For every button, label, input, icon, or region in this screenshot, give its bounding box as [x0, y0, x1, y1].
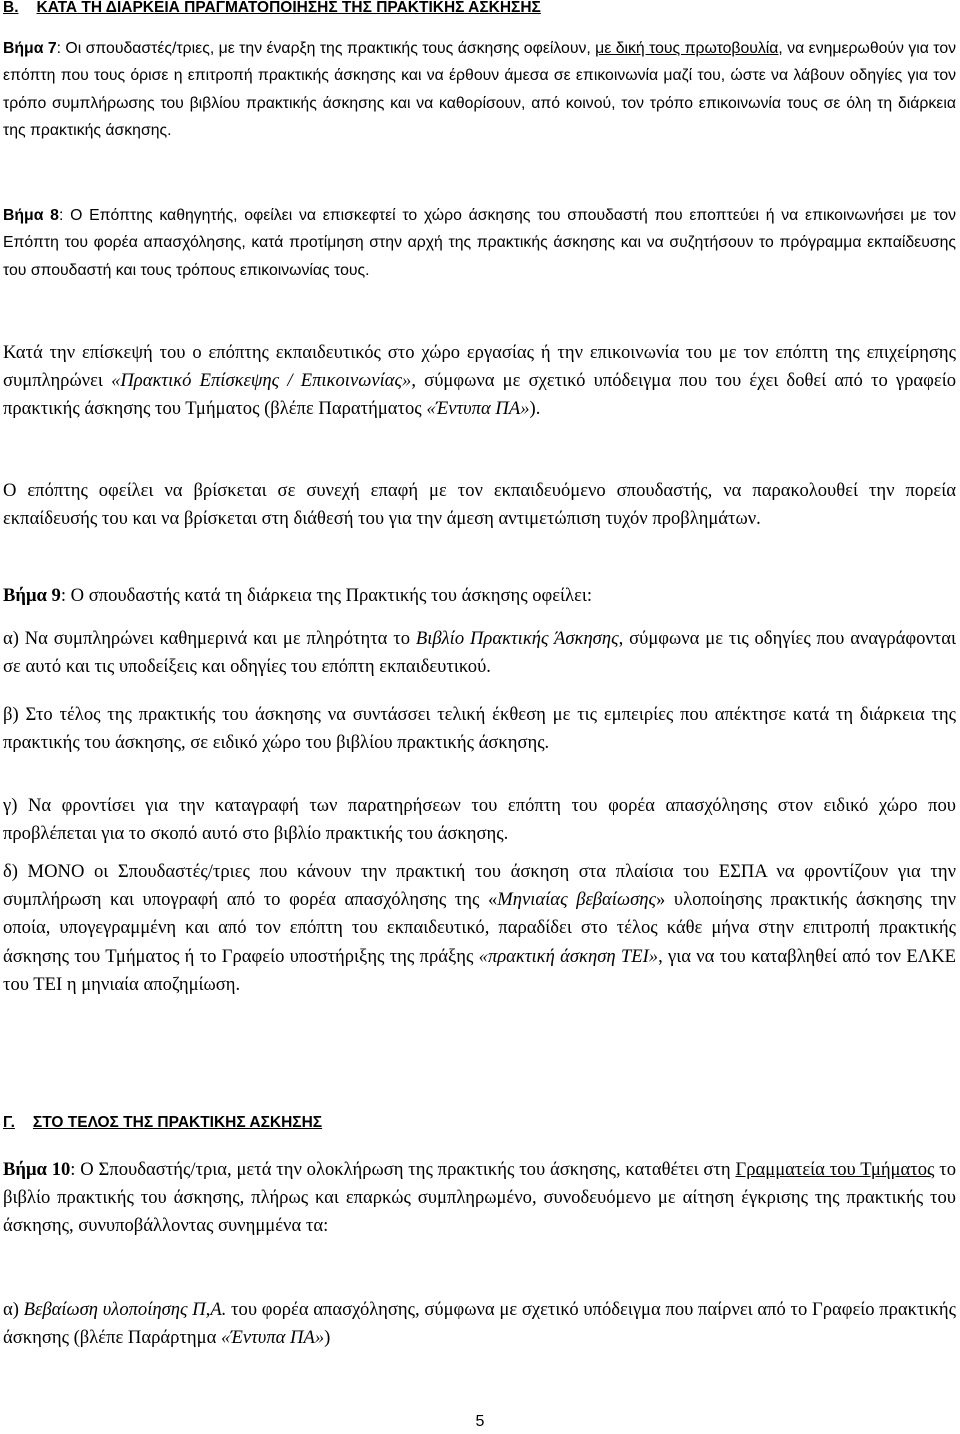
item-a-text-continued: , σύμφωνα με τις οδηγίες που αναγράφονται σε αυτό και τις υποδείξεις και οδηγίες του επόπτη εκπαιδευτικού.: [3, 628, 956, 678]
step-9-paragraph: [3, 582, 956, 610]
section-b-label: Β.: [3, 0, 19, 16]
section-c-label: Γ.: [3, 1114, 15, 1131]
step-7-underlined-text: με δική τους πρωτοβουλία: [595, 40, 779, 57]
item-a-text: α) Να συμπληρώνει καθημερινά και με πληρότητα το: [3, 628, 416, 649]
step-10-item-a-text-end: ): [324, 1326, 331, 1348]
step-10-item-a-text: του φορέα απασχόλησης, σύμφωνα με σχετικό υπόδειγμα που παίρνει από το Γραφείο πρακτικής άσκησης (βλέπε Παράρτημα: [3, 1299, 956, 1348]
step-10-paragraph: [3, 1156, 956, 1239]
item-d-text-continued: » υλοποίησης πρακτικής άσκησης την οποία, υπογεγραμμένη και από τον επόπτη του εκπαιδευτικό, παραδίδει στο τέλος κάθε μήνα στην επιτροπή πρακτικής άσκησης του Τμήματος ή το Γραφείο υποστήριξης της πράξης: [3, 889, 956, 967]
item-d-certificate-name: Μηνιαίας βεβαίωσης: [497, 889, 657, 911]
visit-text-end: ).: [529, 398, 541, 420]
section-c-title: ΣΤΟ ΤΕΛΟΣ ΤΗΣ ΠΡΑΚΤΙΚΗΣ ΑΣΚΗΣΗΣ: [32, 1114, 323, 1131]
section-b-heading: [3, 0, 541, 18]
visit-text: Κατά την επίσκεψή του ο επόπτης εκπαιδευτικός στο χώρο εργασίας ή την επικοινωνία του με τον επόπτη της επιχείρησης συμπληρώνει: [3, 342, 956, 392]
step-9-item-a: [3, 625, 956, 681]
step-10-text: : Ο Σπουδαστής/τρια, μετά την ολοκλήρωση της πρακτικής του άσκησης, καταθέτει στη: [70, 1159, 736, 1180]
item-d-text: δ) ΜΟΝΟ οι Σπουδαστές/τριες που κάνουν την πρακτική του άσκηση στα πλαίσια του ΕΣΠΑ να φροντίζουν για την συμπλήρωση και υπογραφή από το φορέα απασχόλησης της «: [3, 861, 956, 911]
step-8-paragraph: [3, 202, 956, 284]
step-8-text: : Ο Επόπτης καθηγητής, οφείλει να επισκεφτεί το χώρο άσκησης του σπουδαστή που εποπτεύει ή να επικοινωνήσει με τον Επόπτη του φορέα απασχόλησης, κατά προτίμηση στην αρχή της πρακτικής άσκησης και να συζητήσουν το πρόγραμμα εκπαίδευσης του σπουδαστή και τους τρόπους επικοινωνίας τους.: [3, 207, 957, 279]
step-8-label: Βήμα 8: [3, 207, 59, 224]
step-7-paragraph: [3, 35, 956, 144]
item-a-book-name: Βιβλίο Πρακτικής Άσκησης: [415, 628, 619, 649]
step-10-label: Βήμα 10: [3, 1159, 71, 1180]
visit-form-name: «Πρακτικό Επίσκεψης / Επικοινωνίας»: [111, 370, 412, 392]
item-d-program-name: «πρακτική άσκηση ΤΕΙ»: [478, 945, 659, 967]
supervisor-contact-paragraph: [3, 477, 956, 533]
step-10-text-continued: το βιβλίο πρακτικής του άσκησης, πλήρως και επαρκώς συμπληρωμένο, συνοδευόμενο με αίτηση έγκρισης της πρακτικής του άσκησης, συνυποβάλλοντας συνημμένα τα:: [3, 1159, 956, 1236]
step-9-item-b: [3, 701, 956, 757]
step-7-text-continued: , να ενημερωθούν για τον επόπτη που τους όρισε η επιτροπή πρακτικής άσκησης και να έρθουν άμεσα σε επικοινωνία μαζί του, ώστε να λάβουν οδηγίες για τον τρόπο συμπλήρωσης του βιβλίου πρακτικής άσκησης και να καθορίσουν, από κοινού, τον τρόπο επικοινωνία τους σε όλη τη διάρκεια της πρακτικής άσκησης.: [3, 40, 957, 139]
step-10-item-a: [3, 1296, 956, 1352]
item-d-text-end: , για να του καταβληθεί από τον ΕΛΚΕ του ΤΕΙ η μηνιαία αποζημίωση.: [3, 945, 956, 995]
step-10-item-a-certificate-name: Βεβαίωση υλοποίησης Π,Α.: [23, 1299, 227, 1320]
step-10-item-a-appendix-name: «Έντυπα ΠΑ»: [220, 1326, 325, 1348]
section-b-title: ΚΑΤΑ ΤΗ ΔΙΑΡΚΕΙΑ ΠΡΑΓΜΑΤΟΠΟΙΗΣΗΣ ΤΗΣ ΠΡΑΚΤΙΚΗΣ ΑΣΚΗΣΗΣ: [36, 0, 541, 16]
step-9-label: Βήμα 9: [3, 585, 61, 606]
visit-paragraph: [3, 339, 956, 424]
visit-appendix-name: «Έντυπα ΠΑ»: [426, 398, 530, 420]
item-c-text: γ) Να φροντίσει για την καταγραφή των παρατηρήσεων του επόπτη του φορέα απασχόλησης στον ειδικό χώρο που προβλέπεται για το σκοπό αυτό στο βιβλίο πρακτικής του άσκησης.: [3, 795, 956, 845]
item-b-text: β) Στο τέλος της πρακτικής του άσκησης να συντάσσει τελική έκθεση με τις εμπειρίες που απέκτησε κατά τη διάρκεια της πρακτικής του άσκησης, σε ειδικό χώρο του βιβλίου πρακτικής άσκησης.: [3, 704, 956, 754]
page-number: 5: [475, 1413, 485, 1430]
supervisor-contact-text: Ο επόπτης οφείλει να βρίσκεται σε συνεχή επαφή με τον εκπαιδευόμενο σπουδαστής, να παρακολουθεί την πορεία εκπαίδευσής του και να βρίσκεται στη διάθεσή του για την άμεση αντιμετώπιση τυχόν προβλημάτων.: [3, 480, 956, 530]
step-10-underlined-text: Γραμματεία του Τμήματος: [735, 1159, 935, 1180]
visit-text-continued: , σύμφωνα με σχετικό υπόδειγμα που του έχει δοθεί από το γραφείο πρακτικής άσκησης του Τμήματος (βλέπε Παρατήματος: [3, 370, 956, 420]
step-7-label: Βήμα 7: [3, 40, 57, 57]
step-9-item-c: [3, 792, 956, 848]
section-c-heading: [3, 1113, 322, 1133]
step-10-item-a-marker: α): [3, 1299, 24, 1320]
step-9-text: : Ο σπουδαστής κατά τη διάρκεια της Πρακτικής του άσκησης οφείλει:: [60, 585, 593, 606]
step-9-item-d: [3, 858, 956, 999]
step-7-text: : Οι σπουδαστές/τριες, με την έναρξη της πρακτικής τους άσκησης οφείλουν,: [56, 40, 596, 57]
